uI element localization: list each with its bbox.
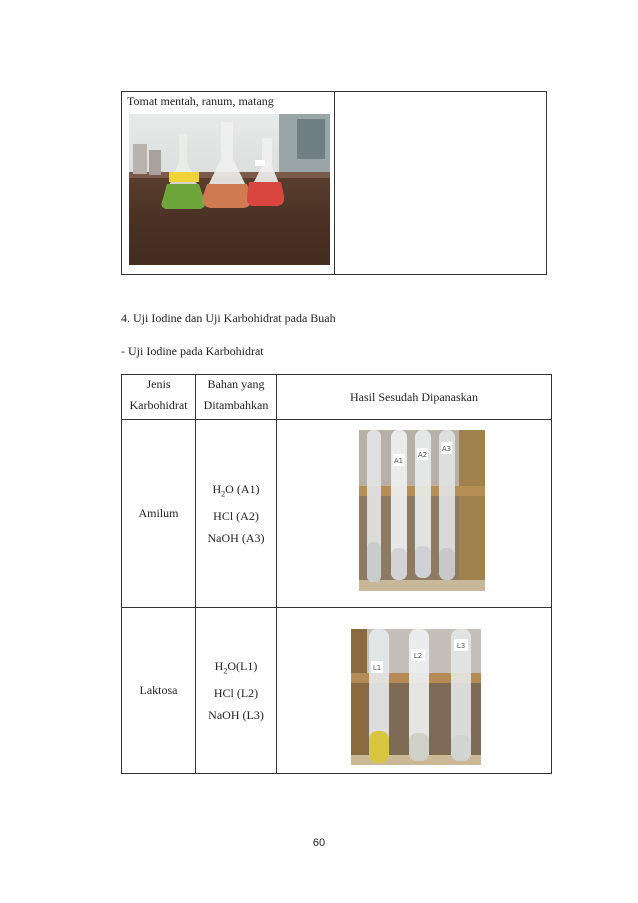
tomato-label: Tomat mentah, ranum, matang — [127, 94, 274, 108]
hasil-amilum — [277, 420, 552, 608]
header-jenis-line2: Karbohidrat — [129, 398, 188, 412]
header-bahan — [196, 375, 277, 420]
section-subheading: - Uji Iodine pada Karbohidrat — [121, 344, 264, 358]
tomato-cell — [122, 92, 335, 275]
header-jenis-line1: Jenis — [146, 377, 171, 391]
bahan-amilum-1-sym: H — [212, 481, 222, 496]
bahan-amilum — [196, 420, 277, 608]
section-heading: 4. Uji Iodine dan Uji Karbohidrat pada Buah — [121, 311, 336, 325]
amilum-tubes-photo — [359, 430, 485, 591]
amilum-tube-label-3: A3 — [441, 445, 452, 453]
header-hasil: Hasil Sesudah Dipanaskan — [277, 375, 552, 420]
amilum-tube-label-1: A1 — [393, 457, 404, 465]
tomato-photo — [129, 114, 330, 265]
bahan-laktosa-1-sub: 2 — [223, 666, 228, 676]
bahan-amilum-1-rest: O (A1) — [225, 481, 260, 496]
header-bahan-line1: Bahan yang — [207, 377, 265, 391]
bahan-laktosa-1 — [196, 655, 276, 682]
laktosa-tubes-photo — [351, 629, 481, 765]
amilum-tube-label-2: A2 — [417, 451, 428, 459]
bahan-laktosa-3: NaOH (L3) — [208, 708, 264, 723]
header-jenis — [122, 375, 196, 420]
empty-cell — [335, 92, 547, 275]
laktosa-tube-label-3: L3 — [456, 642, 466, 650]
page-number: 60 — [312, 837, 326, 849]
jenis-amilum: Amilum — [122, 420, 196, 608]
bahan-amilum-1-sub: 2 — [221, 489, 226, 499]
bahan-amilum-2: HCl (A2) — [213, 509, 259, 524]
bahan-amilum-1 — [196, 478, 276, 505]
iodine-table — [121, 374, 552, 774]
bahan-amilum-3: NaOH (A3) — [207, 531, 265, 546]
laktosa-tube-label-2: L2 — [413, 652, 423, 660]
bahan-laktosa-1-rest: O(L1) — [227, 658, 258, 673]
bahan-laktosa-2: HCl (L2) — [213, 686, 259, 701]
jenis-laktosa: Laktosa — [122, 608, 196, 774]
header-bahan-line2: Ditambahkan — [203, 398, 269, 412]
hasil-laktosa — [277, 608, 552, 774]
tomato-table — [121, 91, 547, 275]
laktosa-tube-label-1: L1 — [372, 664, 382, 672]
bahan-laktosa-1-sym: H — [214, 658, 224, 673]
bahan-laktosa — [196, 608, 277, 774]
